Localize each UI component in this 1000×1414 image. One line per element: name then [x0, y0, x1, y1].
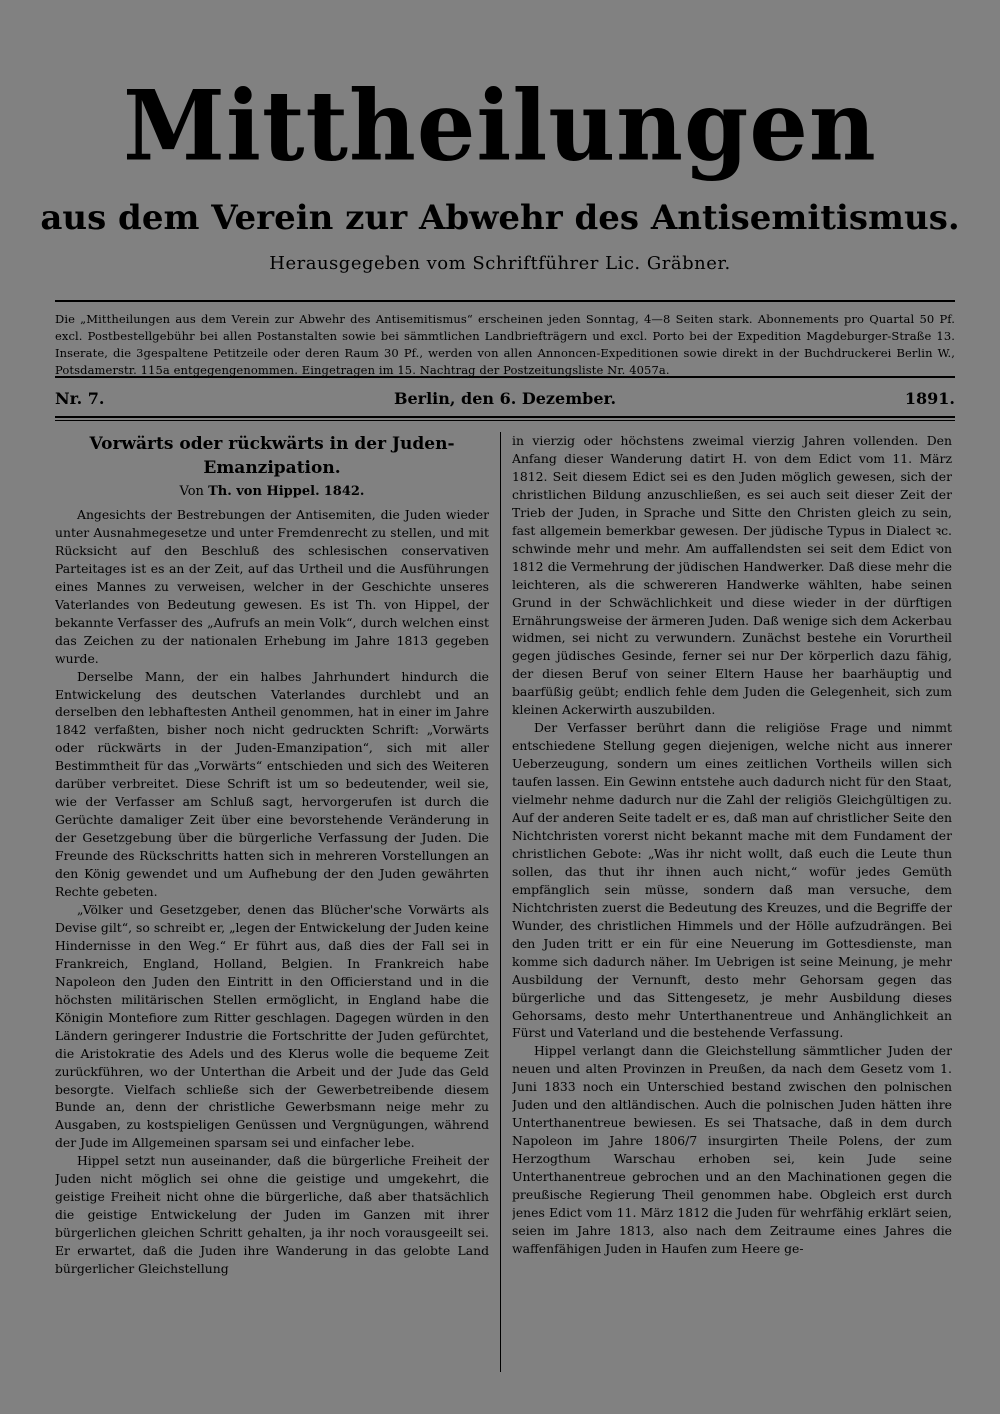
- article-title: Vorwärts oder rückwärts in der Juden-Emanzipation.: [89, 434, 455, 478]
- column-divider: [500, 432, 501, 1372]
- article-paragraph: Angesichts der Bestrebungen der Antisemiten, die Juden wieder unter Ausnahmegesetze und unter Fremdenrecht zu stellen, und mit Rücksicht auf den Beschluß des schlesischen conservativen Parteitages ist es an der Zeit, auf das Urtheil und die Ausführungen eines Mannes zu verweisen, welcher in der Geschichte unseres Vaterlandes von Bedeutung gewesen. Es ist Th. von Hippel, der bekannte Verfasser des „Aufrufs an mein Volk“, durch welchen einst das Zeichen zu der nationalen Erhebung im Jahre 1813 gegeben wurde.: [55, 507, 489, 666]
- issue-bottom-rule-thin: [55, 420, 955, 421]
- article-column-left: [55, 432, 489, 1372]
- article-byline: [55, 482, 489, 502]
- byline-author: Th. von Hippel.: [208, 484, 320, 499]
- article-paragraph: Hippel setzt nun auseinander, daß die bürgerliche Freiheit der Juden nicht möglich sei ohne die geistige und umgekehrt, die geistige Freiheit nicht ohne die bürgerliche, daß aber thatsächlich die geistige Entwickelung der Juden im Ganzen mit ihrer bürgerlichen gleichen Schritt gehalten, ja ihr noch vorausgeeilt sei. Er erwartet, daß die Juden ihre Wanderung in das gelobte Land bürgerlicher Gleichstellung: [55, 1153, 489, 1277]
- article-paragraph: Der Verfasser berührt dann die religiöse Frage und nimmt entschiedene Stellung gegen diejenigen, welche nicht aus innerer Ueberzeugung, sondern um eines zeitlichen Vortheils willen sich taufen lassen. Ein Gewinn entstehe auch dadurch nicht für den Staat, vielmehr nehme dadurch nur die Zahl der religiös Gleichgültigen zu. Auf der anderen Seite tadelt er es, daß man auf christlicher Seite den Nichtchristen vorerst nicht bekannt mache mit dem Fundament der christlichen Gebote: „Was ihr nicht wollt, daß euch die Leute thun sollen, das thut ihr ihnen auch nicht,“ wofür jedes Gemüth empfänglich sein müsse, sondern daß man versuche, dem Nichtchristen zuerst die Bedeutung des Kreuzes, und die Begriffe der Wunder, des christlichen Himmels und der Hölle aufzudrängen. Bei den Juden tritt er ein für eine Neuerung im Gottesdienste, man komme sich dadurch näher. Im Uebrigen ist seine Meinung, je mehr Ausbildung der Vernunft, desto mehr Gehorsam gegen das bürgerliche und das Sittengesetz, je mehr Ausbildung dieses Gehorsams, desto mehr Unterthanentreue und Anhänglichkeit an Fürst und Vaterland und die bestehende Verfassung.: [512, 720, 952, 1041]
- article-paragraph: Derselbe Mann, der ein halbes Jahrhundert hindurch die Entwickelung des deutschen Vaterlandes durchlebt und an derselben den lebhaftesten Antheil genommen, hat in einer im Jahre 1842 verfaßten, bisher noch nicht gedruckten Schrift: „Vorwärts oder rückwärts in der Juden-Emanzipation“, sich mit aller Bestimmtheit für das „Vorwärts“ entschieden und sich des Weiteren darüber verbreitet. Diese Schrift ist um so bedeutender, weil sie, wie der Verfasser am Schluß sagt, hervorgerufen ist durch die Gerüchte damaliger Zeit über eine bevorstehende Veränderung in der Gesetzgebung über die bürgerliche Verfassung der Juden. Die Freunde des Rückschritts hatten sich in mehreren Vorstellungen an den König gewendet und um Aufhebung der den Juden gewährten Rechte gebeten.: [55, 668, 489, 900]
- newspaper-subtitle: aus dem Verein zur Abwehr des Antisemitismus.: [40, 198, 960, 238]
- issue-line: [55, 386, 955, 412]
- subscription-notice: Die „Mittheilungen aus dem Verein zur Abwehr des Antisemitismus“ erscheinen jeden Sonntag, 4—8 Seiten stark. Abonnements pro Quartal 50 Pf. excl. Postbestellgebühr bei allen Postanstalten sowie bei sämmtlichen Landbriefträgern und excl. Porto bei der Expedition Magdeburger-Straße 13. Inserate, die 3gespaltene Petitzeile oder deren Raum 30 Pf., werden von allen Annoncen-Expeditionen sowie direkt in der Buchdruckerei Berlin W., Potsdamerstr. 115a entgegengenommen. Eingetragen im 15. Nachtrag der Postzeitungsliste Nr. 4057a.: [55, 312, 955, 377]
- issue-number: Nr. 7.: [55, 389, 105, 408]
- notice-bottom-rule: [55, 376, 955, 378]
- editor-line: Herausgegeben vom Schriftführer Lic. Gräbner.: [269, 253, 731, 274]
- notice-top-rule: [55, 300, 955, 302]
- masthead: [0, 70, 1000, 276]
- issue-year: 1891.: [904, 389, 955, 408]
- newspaper-title: Mittheilungen: [123, 69, 877, 183]
- issue-place-date: Berlin, den 6. Dezember.: [393, 389, 617, 408]
- article-paragraph: „Völker und Gesetzgeber, denen das Blücher'sche Vorwärts als Devise gilt“, so schreibt er, „legen der Entwickelung der Juden keine Hindernisse in den Weg.“ Er führt aus, daß dies der Fall sei in Frankreich, England, Holland, Belgien. In Frankreich habe Napoleon den Juden den Eintritt in den Officierstand und in die höchsten militärischen Stellen ermöglicht, in England habe die Königin Montefiore zum Ritter geschlagen. Dagegen würden in den Ländern geringerer Industrie die Fortschritte der Juden gefürchtet, die Aristokratie des Adels und des Klerus wolle die bequeme Zeit zurückführen, wo der Unterthan die Arbeit und der Jude das Geld besorgte. Vielfach schließe sich der Gewerbetreibende diesem Bunde an, denn der christliche Gewerbsmann neige mehr zu Ausgaben, zu kostspieligen Genüssen und Vergnügungen, während der Jude im Allgemeinen sparsam sei und einfacher lebe.: [55, 901, 489, 1151]
- article-column-right: [512, 432, 952, 1372]
- byline-prefix: Von: [179, 484, 204, 499]
- article-paragraph: in vierzig oder höchstens zweimal vierzig Jahren vollenden. Den Anfang dieser Wanderung datirt H. von dem Edict vom 11. März 1812. Seit diesem Edict sei es den Juden möglich gewesen, sich der christlichen Bildung anzuschließen, es sei auch seit dieser Zeit der Trieb der Juden, in Sprache und Sitte den Christen gleich zu sein, fast allgemein bemerkbar gewesen. Der jüdische Typus in Dialect ꝛc. schwinde mehr und mehr. Am auffallendsten sei seit dem Edict von 1812 die Vermehrung der jüdischen Handwerker. Daß diese mehr die leichteren, als die schwereren Handwerke wählten, habe seinen Grund in der Schwächlichkeit und diese wieder in der dürftigen Ernährungsweise der ärmeren Juden. Daß wenige sich dem Ackerbau widmen, sei nicht zu verwundern. Zunächst bestehe ein Vorurtheil gegen jüdisches Gesinde, ferner sei nur Der körperlich dazu fähig, der diesen Beruf von seiner Eltern Hause her baarhäuptig und baarfüßig geübt; endlich fehle dem Juden die Gelegenheit, sich zum kleinen Ackerwirth auszubilden.: [512, 433, 952, 718]
- issue-bottom-rule: [55, 416, 955, 418]
- article-paragraph: Hippel verlangt dann die Gleichstellung sämmtlicher Juden der neuen und alten Provinzen in Preußen, da nach dem Gesetz vom 1. Juni 1833 noch ein Unterschied bestand zwischen den polnischen Juden und den altländischen. Auch die polnischen Juden hätten ihre Unterthanentreue bewiesen. Es sei Thatsache, daß in dem durch Napoleon im Jahre 1806/7 insurgirten Theile Polens, der zum Herzogthum Warschau erhoben sei, kein Jude seine Unterthanentreue gebrochen und an den Machinationen gegen die preußische Regierung Theil genommen habe. Obgleich erst durch jenes Edict vom 11. März 1812 die Juden für wehrfähig erklärt seien, seien im Jahre 1813, also nach dem Zeitraume eines Jahres die waffenfähigen Juden in Haufen zum Heere ge-: [512, 1043, 952, 1256]
- byline-year: 1842.: [323, 484, 365, 499]
